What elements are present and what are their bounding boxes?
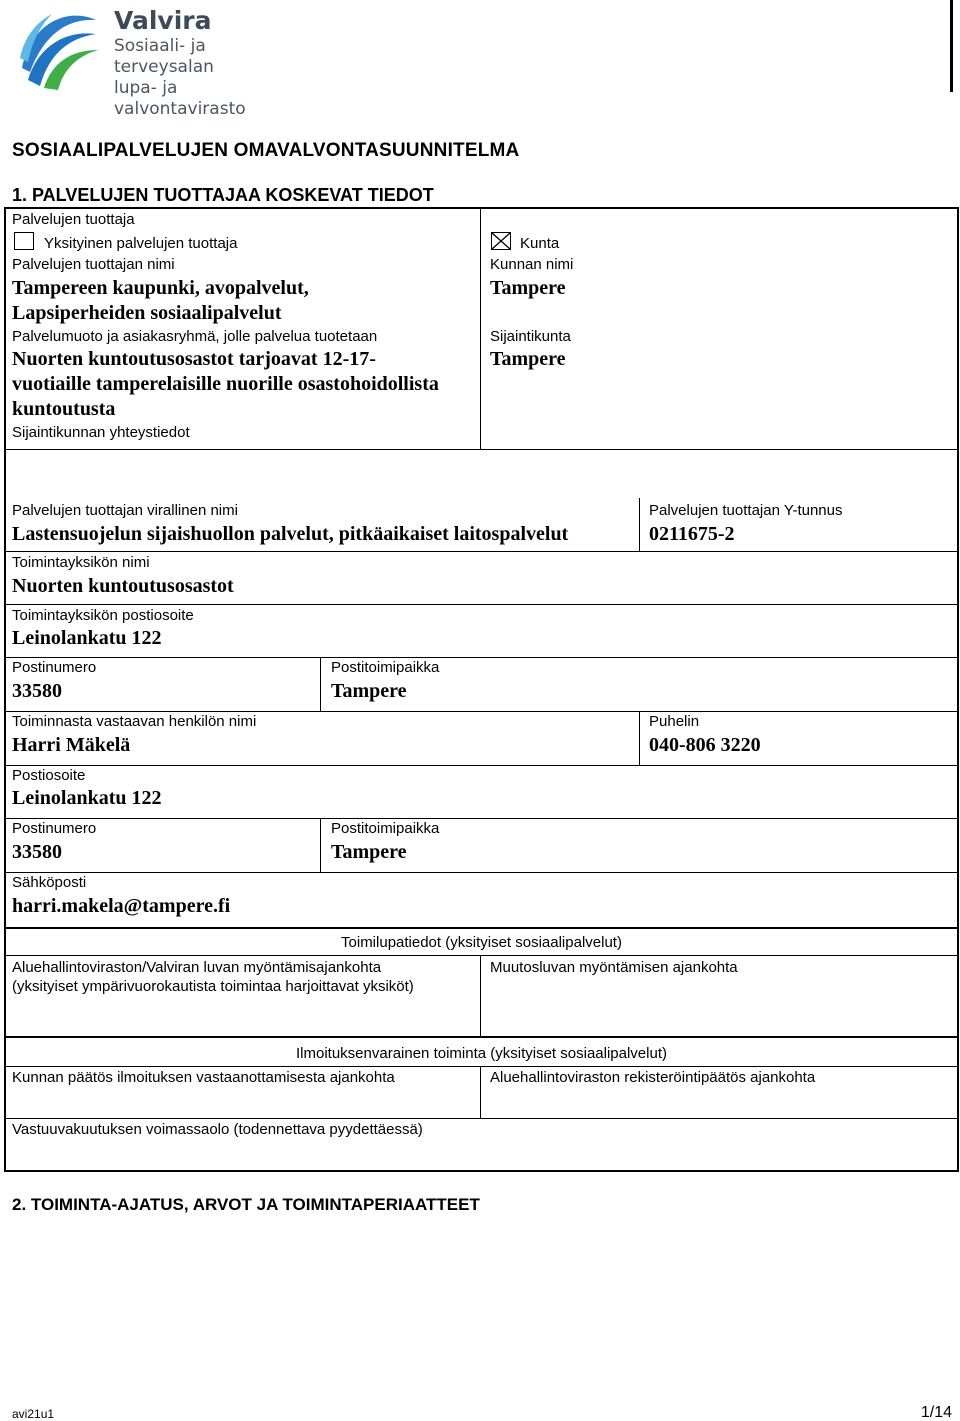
postcode2-value: 33580 — [12, 841, 62, 863]
business-id-value: 0211675-2 — [649, 523, 735, 545]
divider — [5, 551, 958, 552]
provider-name-label: Palvelujen tuottajan nimi — [12, 256, 175, 273]
official-name-label: Palvelujen tuottajan virallinen nimi — [12, 502, 238, 519]
section-1-heading: 1. PALVELUJEN TUOTTAJAA KOSKEVAT TIEDOT — [12, 185, 434, 205]
divider — [480, 209, 481, 450]
phone-label: Puhelin — [649, 713, 700, 730]
unit-name-value: Nuorten kuntoutusosastot — [12, 575, 234, 597]
unit-address-label: Toimintayksikön postiosoite — [12, 607, 194, 624]
registration-decision-label: Aluehallintoviraston rekisteröintipäätös ajankohta — [490, 1069, 816, 1086]
divider — [639, 498, 640, 552]
municipality-label: Kunta — [520, 235, 560, 252]
location-municipality-value: Tampere — [490, 348, 566, 370]
avi-date-label-1: Aluehallintoviraston/Valviran luvan myöntämisajankohta — [12, 959, 382, 976]
postcode-value: 33580 — [12, 680, 62, 702]
divider — [5, 818, 958, 819]
provider-name-value: Tampereen kaupunki, avopalvelut, Lapsiperheiden sosiaalipalvelut — [12, 277, 309, 324]
postcode-label: Postinumero — [12, 659, 97, 676]
private-provider-checkbox[interactable] — [14, 232, 34, 250]
service-form-value: Nuorten kuntoutusosastot tarjoavat 12-17-vuotiaille tamperelaisille nuorille osastohoidollista kuntoutusta — [12, 348, 439, 420]
divider — [5, 449, 958, 450]
divider — [5, 711, 958, 712]
unit-name-label: Toimintayksikön nimi — [12, 554, 150, 571]
official-name-value: Lastensuojelun sijaishuollon palvelut, pitkäaikaiset laitospalvelut — [12, 523, 569, 545]
form-code: avi21u1 — [12, 1407, 55, 1421]
divider — [320, 818, 321, 872]
postcode2-label: Postinumero — [12, 820, 97, 837]
divider — [5, 1118, 958, 1119]
post-office-value: Tampere — [331, 680, 407, 702]
unit-address-value: Leinolankatu 122 — [12, 627, 162, 649]
avi-date-label-2: (yksityiset ympärivuorokautista toimintaa harjoittavat yksiköt) — [12, 978, 414, 995]
divider — [5, 1066, 958, 1067]
valvira-leaf-icon — [10, 0, 102, 92]
post-office2-label: Postitoimipaikka — [331, 820, 440, 837]
logo-subtitle-2: lupa- ja valvontavirasto — [114, 78, 246, 119]
logo-name: Valvira — [114, 6, 212, 35]
change-permit-date-label: Muutosluvan myöntämisen ajankohta — [490, 959, 738, 976]
private-provider-label: Yksityinen palvelujen tuottaja — [44, 235, 238, 252]
business-id-label: Palvelujen tuottajan Y-tunnus — [649, 502, 843, 519]
divider — [5, 927, 958, 929]
email-value: harri.makela@tampere.fi — [12, 895, 231, 917]
municipality-name-value: Tampere — [490, 277, 566, 299]
provider-label: Palvelujen tuottaja — [12, 211, 135, 228]
divider — [5, 955, 958, 956]
divider — [480, 955, 481, 1037]
service-form-label: Palvelumuoto ja asiakasryhmä, jolle palvelua tuotetaan — [12, 328, 378, 345]
page-number: 1/14 — [920, 1404, 952, 1421]
divider — [5, 872, 958, 873]
address-value: Leinolankatu 122 — [12, 787, 162, 809]
address-label: Postiosoite — [12, 767, 86, 784]
municipality-name-label: Kunnan nimi — [490, 256, 574, 273]
valvira-logo — [8, 0, 290, 119]
divider — [5, 657, 958, 658]
logo-subtitle-1: Sosiaali- ja terveysalan — [114, 36, 214, 77]
divider — [320, 657, 321, 711]
page-title: SOSIAALIPALVELUJEN OMAVALVONTASUUNNITELMA — [12, 140, 520, 161]
divider — [639, 711, 640, 765]
post-office-label: Postitoimipaikka — [331, 659, 440, 676]
divider — [5, 1036, 958, 1038]
notification-heading: Ilmoituksenvarainen toiminta (yksityiset sosiaalipalvelut) — [296, 1045, 667, 1062]
divider — [5, 604, 958, 605]
phone-value: 040-806 3220 — [649, 734, 761, 756]
insurance-label: Vastuuvakuutuksen voimassaolo (todennettava pyydettäessä) — [12, 1121, 423, 1138]
checkmark-x-icon — [491, 232, 511, 250]
divider — [480, 1066, 481, 1119]
responsible-person-value: Harri Mäkelä — [12, 734, 131, 756]
municipal-decision-label: Kunnan päätös ilmoituksen vastaanottamisesta ajankohta — [12, 1069, 395, 1086]
municipality-checkbox[interactable] — [491, 232, 511, 250]
divider — [5, 765, 958, 766]
email-label: Sähköposti — [12, 874, 87, 891]
responsible-person-label: Toiminnasta vastaavan henkilön nimi — [12, 713, 257, 730]
home-municipality-contact-label: Sijaintikunnan yhteystiedot — [12, 424, 190, 441]
header-rule — [950, 0, 953, 92]
licence-heading: Toimilupatiedot (yksityiset sosiaalipalvelut) — [341, 934, 622, 951]
post-office2-value: Tampere — [331, 841, 407, 863]
location-municipality-label: Sijaintikunta — [490, 328, 571, 345]
section-2-heading: 2. TOIMINTA-AJATUS, ARVOT JA TOIMINTAPERIAATTEET — [12, 1195, 480, 1214]
